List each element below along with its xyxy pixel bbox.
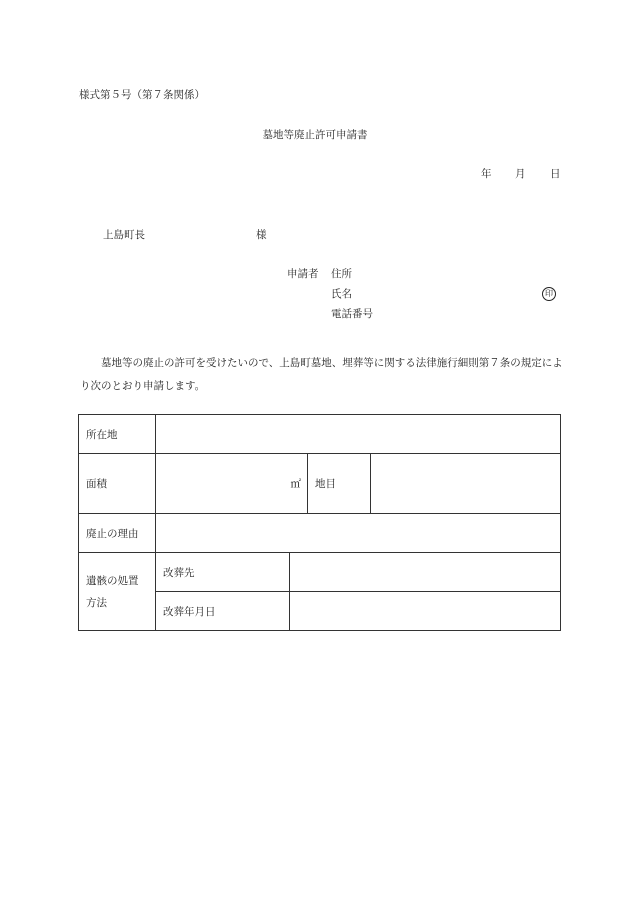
reason-label: 廃止の理由 xyxy=(79,514,156,553)
phone-label: 電話番号 xyxy=(331,308,373,320)
recipient-name: 上島町長 xyxy=(103,229,145,241)
remains-method-label-line1: 遺骸の処置 xyxy=(86,574,139,587)
area-field[interactable] xyxy=(156,454,308,514)
reason-field[interactable] xyxy=(156,514,561,553)
land-category-label: 地目 xyxy=(308,454,371,514)
reburial-place-label: 改葬先 xyxy=(156,553,290,592)
recipient-honorific: 様 xyxy=(256,229,267,241)
application-statement: 墓地等の廃止の許可を受けたいので、上島町墓地、埋葬等に関する法律施行細則第７条の規定により次のとおり申請します。 xyxy=(80,357,563,392)
seal-icon: 印 xyxy=(542,287,556,301)
area-label: 面積 xyxy=(79,454,156,514)
table-row xyxy=(79,454,561,514)
date-day-label: 日 xyxy=(550,168,561,180)
land-category-field[interactable] xyxy=(371,454,561,514)
table-row xyxy=(79,415,561,454)
document-title: 墓地等廃止許可申請書 xyxy=(262,129,368,141)
location-label: 所在地 xyxy=(79,415,156,454)
remains-method-label xyxy=(79,553,156,631)
name-label: 氏名 xyxy=(331,288,352,300)
remains-method-label-line2: 方法 xyxy=(86,596,107,609)
date-month-label: 月 xyxy=(515,168,526,180)
location-field[interactable] xyxy=(156,415,561,454)
application-table xyxy=(78,414,561,631)
table-row xyxy=(79,514,561,553)
table-row xyxy=(79,553,561,592)
address-label: 住所 xyxy=(331,268,352,280)
reburial-place-field[interactable] xyxy=(290,553,561,592)
reburial-date-field[interactable] xyxy=(290,592,561,631)
form-number: 様式第５号（第７条関係） xyxy=(79,89,205,101)
reburial-date-label: 改葬年月日 xyxy=(156,592,290,631)
applicant-label: 申請者 xyxy=(287,268,319,280)
date-year-label: 年 xyxy=(481,168,492,180)
area-unit: ㎡ xyxy=(290,478,301,490)
